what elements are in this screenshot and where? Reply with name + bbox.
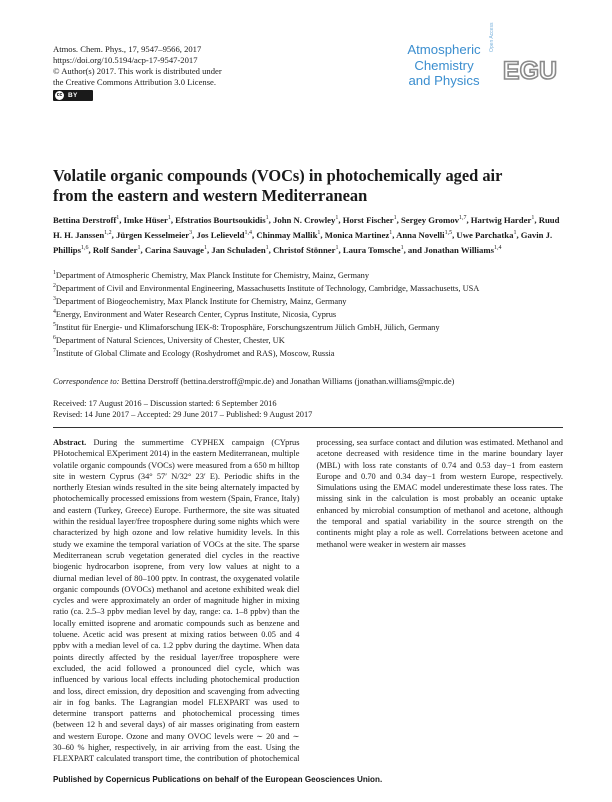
author-affiliation-mark: 1 xyxy=(317,230,321,237)
author-affiliation-mark: 1 xyxy=(513,230,517,237)
affiliation-text: Institute of Global Climate and Ecology (Roshydromet and RAS), Moscow, Russia xyxy=(55,348,335,358)
author-name: Jonathan Williams xyxy=(424,245,495,256)
abstract-label: Abstract. xyxy=(53,438,87,447)
section-divider xyxy=(53,427,563,428)
author xyxy=(343,215,401,225)
author xyxy=(196,230,256,240)
author-name: Efstratios Bourtsoukidis xyxy=(175,214,266,225)
author-affiliation-mark: 1 xyxy=(531,215,535,221)
author-separator: , xyxy=(207,245,212,256)
affiliation-number: 7 xyxy=(53,348,56,354)
author-affiliation-mark: 1 xyxy=(335,215,339,221)
author-name: Horst Fischer xyxy=(342,214,394,225)
abstract-text: During the summertime CYPHEX campaign (CYprus PHotochemical EXperiment 2014) in the eastern Mediterranean, multiple volatile organic compounds (VOCs) were measured from a 650 m hilltop site in western Cyprus (34° 57′ N/32° 23′ E). Periodic shifts in the northerly Etesian winds resulted in the site being alternately impacted by photochemically processed emissions from western (Spain, France, Italy) and eastern (Turkey, Greece) Europe. Furthermore, the site was situated within the residual layer/free troposphere during some nights which were characterized by high ozone and low relative humidity levels. In this study we examine the temporal variation of VOCs at the site. The sparse Mediterranean scrub vegetation generated diel cycles in the reactive biogenic hydrocarbon isoprene, from very low values at night to a diurnal median level of 80–100 pptv. In contrast, the oxygenated volatile organic compounds (OVOCs) methanol and acetone exhibited weak diel cycles and were approximately an order of magnitude higher in mixing ratio (ca. 2.5–3 ppbv median level by day, range: ca. 1–8 ppbv) than the locally emitted isoprene and aromatic compounds such as benzene and toluene. Acetic acid was present at mixing ratios between 0.05 and 4 ppbv with a median level of ca. 1.2 ppbv during the daytime. When data points directly affected by the residual layer/free troposphere were excluded, the acid followed a pronounced diel cycle, which was influenced by various local effects including photochemical production and loss, direct emission, dry deposition and scavenging from advecting air in fog banks. The Lagrangian model FLEXPART was used to determine transport patterns and photochemical processing times (between 12 h and several days) of air masses originating from eastern and western Europe. Ozone and many OVOC levels were ∼ 20 and ∼ 30–60 % higher, respectively, in air arriving from the east. Using the FLEXPART calculated transport time, the contribution of photochemical processing, sea surface contact and dilution was estimated. Methanol and acetone decreased with residence time in the marine boundary layer (MBL) with loss rate constants of 0.74 and 0.53 day−1 from eastern Europe and 0.70 and 0.34 day−1 from western Europe, respectively. Simulations using the EMAC model underestimate these loss rates. The missing sink in the calculation is most probably an oceanic uptake enhanced by microbial consumption of methanol and acetone, although the temporal and spatial variability in the source strength on the continents might play a role as well. Correlations between acetone and methanol were weaker in western air masses xyxy=(53,438,563,764)
author xyxy=(456,230,520,240)
affiliation-text: Department of Natural Sciences, University of Chester, Chester, UK xyxy=(55,335,285,345)
doi-link[interactable]: https://doi.org/10.5194/acp-17-9547-2017 xyxy=(53,55,198,65)
affiliation-text: Department of Biogeochemistry, Max Planck Institute for Chemistry, Mainz, Germany xyxy=(55,296,347,306)
author-name: Monica Martinez xyxy=(324,229,390,240)
author xyxy=(273,245,343,255)
author-list xyxy=(53,212,563,257)
author-name: John N. Crowley xyxy=(273,214,336,225)
author-separator: , xyxy=(268,214,274,225)
author-separator: , xyxy=(338,245,343,256)
author-name: Chinmay Mallik xyxy=(256,229,318,240)
affiliation xyxy=(53,268,563,281)
author-separator: , xyxy=(268,245,274,256)
affiliation-number: 6 xyxy=(53,335,56,341)
affiliation-text: Energy, Environment and Water Research Center, Cyprus Institute, Nicosia, Cyprus xyxy=(55,309,337,319)
author xyxy=(273,215,343,225)
citation: Atmos. Chem. Phys., 17, 9547–9566, 2017 xyxy=(53,44,202,54)
author-affiliation-mark: 1,4 xyxy=(494,245,502,252)
author-affiliation-mark: 1 xyxy=(400,245,404,252)
affiliation-number: 4 xyxy=(53,309,56,315)
author-separator: , xyxy=(192,229,197,240)
author xyxy=(175,215,273,225)
affiliation-text: Department of Atmospheric Chemistry, Max Planck Institute for Chemistry, Mainz, Germany xyxy=(55,270,370,280)
author-separator: , and xyxy=(403,245,425,256)
dates-revised: Revised: 14 June 2017 – Accepted: 29 June 2017 – Published: 9 August 2017 xyxy=(53,410,313,420)
correspondence-label: Correspondence to: xyxy=(53,377,120,386)
affiliation-number: 1 xyxy=(53,270,56,276)
author-name: Jan Schuladen xyxy=(211,245,266,256)
author-affiliation-mark: 1 xyxy=(265,215,269,221)
author xyxy=(424,245,501,255)
author-affiliation-mark: 1 xyxy=(204,245,207,252)
affiliation-number: 5 xyxy=(53,322,56,328)
author-separator: , xyxy=(320,229,325,240)
author xyxy=(401,215,471,225)
dates-received: Received: 17 August 2016 – Discussion started: 6 September 2016 xyxy=(53,399,277,408)
author-name: Uwe Parchatka xyxy=(456,229,514,240)
title-line-1: Volatile organic compounds (VOCs) in photochemically aged air xyxy=(53,166,503,185)
author-name: Rolf Sander xyxy=(92,245,138,256)
author-affiliation-mark: 1,7 xyxy=(458,215,467,221)
egu-logo-text: EGU xyxy=(502,57,558,85)
author xyxy=(93,245,145,255)
egu-logo-icon xyxy=(500,52,560,88)
author xyxy=(124,215,176,225)
author-separator: , xyxy=(452,229,457,240)
abstract xyxy=(53,437,563,769)
author xyxy=(396,230,456,240)
author-name: Bettina Derstroff xyxy=(53,214,117,225)
affiliation xyxy=(53,333,563,346)
affiliation xyxy=(53,281,563,294)
author xyxy=(53,215,124,225)
journal-name xyxy=(398,42,490,89)
author-affiliation-mark: 3 xyxy=(189,230,193,237)
author-affiliation-mark: 1 xyxy=(137,245,141,252)
author-separator: , xyxy=(396,214,401,225)
author xyxy=(325,230,396,240)
author-name: Ruud H. H. Janssen xyxy=(53,214,560,240)
author-affiliation-mark: 1,4 xyxy=(244,230,252,237)
author-name: Gavin J. Phillips xyxy=(53,229,553,256)
author-separator: , xyxy=(534,214,539,225)
affiliation-list xyxy=(53,268,563,359)
title-line-2: from the eastern and western Mediterranean xyxy=(53,186,368,205)
author-separator: , xyxy=(392,229,397,240)
author-separator: , xyxy=(140,245,145,256)
affiliation-number: 3 xyxy=(53,296,56,302)
publication-dates xyxy=(53,398,563,421)
author xyxy=(343,245,424,255)
affiliation xyxy=(53,320,563,333)
author-affiliation-mark: 1,6 xyxy=(81,245,89,252)
publisher-footer: Published by Copernicus Publications on behalf of the European Geosciences Union. xyxy=(53,775,383,784)
affiliation xyxy=(53,294,563,307)
author-separator: , xyxy=(516,229,521,240)
author xyxy=(116,230,196,240)
journal-name-line2: Chemistry xyxy=(414,57,474,73)
author-affiliation-mark: 1 xyxy=(389,230,393,237)
correspondence xyxy=(53,376,563,387)
author-name: Carina Sauvage xyxy=(144,245,204,256)
license-line: the Creative Commons Attribution 3.0 License. xyxy=(53,77,217,87)
cc-icon: cc xyxy=(56,92,63,98)
author-affiliation-mark: 1 xyxy=(265,245,269,252)
author-affiliation-mark: 1,5 xyxy=(444,230,453,237)
author-separator: , xyxy=(170,214,176,225)
author-affiliation-mark: 1 xyxy=(116,215,120,221)
author-affiliation-mark: 1 xyxy=(393,215,397,221)
journal-name-line3: and Physics xyxy=(408,73,480,89)
author-name: Hartwig Harder xyxy=(470,214,532,225)
article-meta xyxy=(53,44,303,104)
journal-name-line1: Atmospheric xyxy=(407,42,481,57)
author xyxy=(145,245,211,255)
correspondence-text: Bettina Derstroff (bettina.derstroff@mpic.de) and Jonathan Williams (jonathan.williams@mpic.de) xyxy=(121,377,455,386)
open-access-label: Open Access xyxy=(489,22,495,52)
author-affiliation-mark: 1 xyxy=(167,215,171,221)
author-affiliation-mark: 1 xyxy=(335,245,339,252)
author-separator: , xyxy=(88,245,93,256)
paper-title xyxy=(53,166,563,206)
author-name: Laura Tomsche xyxy=(342,245,401,256)
author-affiliation-mark: 1,2 xyxy=(104,230,112,237)
affiliation-number: 2 xyxy=(53,283,56,289)
author-name: Imke Hüser xyxy=(123,214,168,225)
affiliation-text: Department of Civil and Environmental Engineering, Massachusetts Institute of Technology, Cambridge, Massachusetts, USA xyxy=(55,283,480,293)
author xyxy=(256,230,324,240)
cc-license-badge[interactable] xyxy=(53,90,93,101)
affiliation xyxy=(53,346,563,359)
author-separator: , xyxy=(119,214,124,225)
affiliation-text: Institut für Energie- und Klimaforschung IEK-8: Troposphäre, Forschungszentrum Jülich GmbH, Jülich, Germany xyxy=(55,322,440,332)
author xyxy=(471,215,539,225)
author-name: Anna Novelli xyxy=(396,229,445,240)
author-separator: , xyxy=(252,229,257,240)
author-name: Sergey Gromov xyxy=(400,214,459,225)
author-name: Jürgen Kesselmeier xyxy=(116,229,190,240)
author-separator: , xyxy=(111,229,117,240)
author xyxy=(211,245,273,255)
author-name: Jos Lelieveld xyxy=(196,229,245,240)
cc-badge-label: BY xyxy=(68,92,78,99)
author-separator: , xyxy=(466,214,471,225)
author-separator: , xyxy=(338,214,343,225)
author-name: Christof Stönner xyxy=(273,245,336,256)
copyright-line: © Author(s) 2017. This work is distributed under xyxy=(53,66,222,76)
affiliation xyxy=(53,307,563,320)
